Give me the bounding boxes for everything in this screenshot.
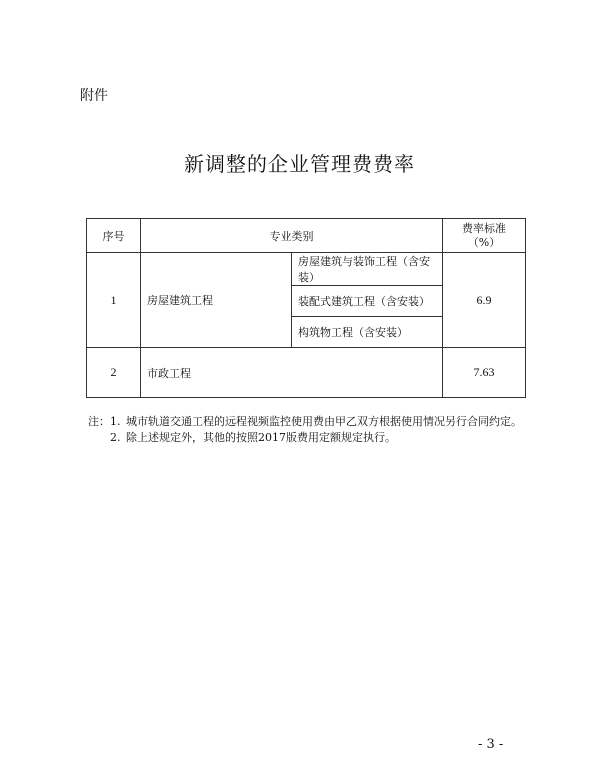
row1-rate: 6.9 <box>443 253 526 348</box>
header-rate <box>443 219 526 253</box>
note-text: 除上述规定外，其他的按照2017版费用定额规定执行。 <box>126 431 396 444</box>
row2-category: 市政工程 <box>141 348 443 398</box>
row1-subitem: 房屋建筑与装饰工程（含安装） <box>292 253 443 286</box>
notes-prefix: 注： <box>88 415 110 428</box>
table-row <box>87 253 526 286</box>
row1-no: 1 <box>87 253 141 348</box>
note-item <box>88 414 538 430</box>
document-title: 新调整的企业管理费费率 <box>184 152 415 176</box>
header-rate-line1: 费率标准 <box>462 221 506 235</box>
row2-no: 2 <box>87 348 141 398</box>
row1-subitem: 装配式建筑工程（含安装） <box>292 286 443 317</box>
table-header-row <box>87 219 526 253</box>
page-number: - 3 - <box>478 737 504 752</box>
note-number: 1. <box>110 415 121 428</box>
header-no: 序号 <box>87 219 141 253</box>
notes-section <box>88 414 538 446</box>
row2-rate: 7.63 <box>443 348 526 398</box>
header-rate-line2: （%） <box>467 235 501 249</box>
row1-category: 房屋建筑工程 <box>141 253 292 348</box>
rate-table <box>86 218 526 398</box>
row1-subitem: 构筑物工程（含安装） <box>292 317 443 348</box>
note-text: 城市轨道交通工程的远程视频监控使用费由甲乙双方根据使用情况另行合同约定。 <box>126 415 522 428</box>
attachment-label: 附件 <box>80 88 108 104</box>
header-category: 专业类别 <box>141 219 443 253</box>
table-row <box>87 348 526 398</box>
note-number: 2. <box>110 431 121 444</box>
note-item <box>88 430 538 446</box>
